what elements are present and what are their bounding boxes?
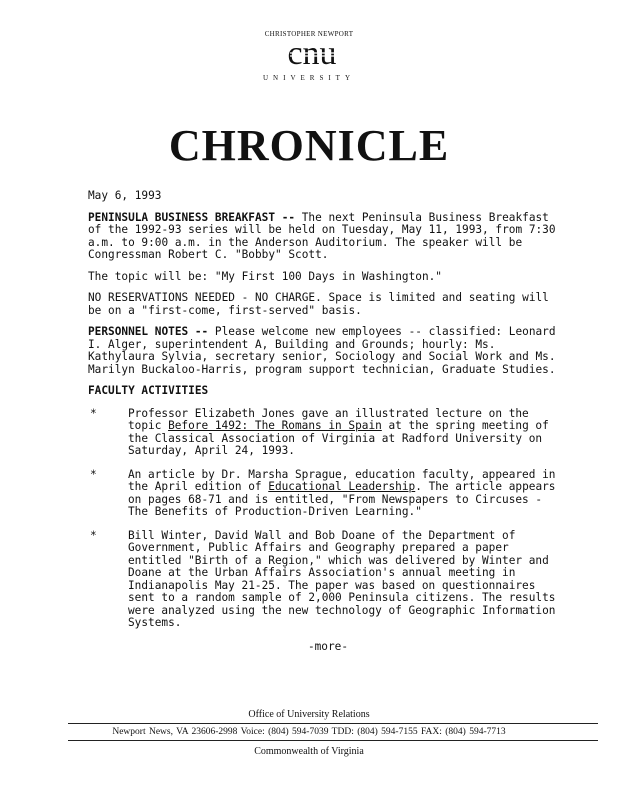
breakfast-label: PENINSULA BUSINESS BREAKFAST -- [88,210,296,224]
personnel-text: Please welcome new employees -- classified: Leonard I. Alger, superintendent A, Building and Grounds; hourly: Ms. Kathylaura Sylvia, secretary senior, Sociology and Social Work and Ms. Marilyn Buckaloo-Harris, program support technician, Graduate Studies. [88,325,556,376]
faculty-item-text: Bill Winter, David Wall and Bob Doane of the Department of Government, Public Affairs and Geography prepared a paper entitled "Birth of a Region," which was delivered by Winter and Doane at the Urban Affairs Association's annual meeting in Indianapolis May 21-25. The paper was based on questionnaires sent to a random sample of 2,000 Peninsula citizens. The results were analyzed using the new technology of Geographic Information Systems. [128,528,556,629]
topic-line: The topic will be: "My First 100 Days in Washington." [88,269,442,283]
footer-divider [68,740,598,741]
personnel-paragraph [88,326,568,376]
footer-office: Office of University Relations [248,709,370,720]
faculty-heading: FACULTY ACTIVITIES [88,384,209,397]
cnu-logo [284,36,340,72]
faculty-item [88,530,568,630]
bullet-asterisk: * [90,467,97,481]
faculty-item-text: . The article appears on pages 68-71 and is entitled, "From Newspapers to Circuses - The Benefits of Production-Driven Learning." [128,480,556,518]
faculty-item-text: Professor Elizabeth Jones gave an illustrated lecture on the topic [128,406,529,432]
faculty-item-text: An article by Dr. Marsha Sprague, education faculty, appeared in the April edition of [128,467,556,493]
footer-divider [68,723,598,724]
cnu-logo-text: cnu [287,36,337,72]
footer-commonwealth: Commonwealth of Virginia [254,746,364,757]
more-marker: -more- [307,639,349,653]
reservations-paragraph: NO RESERVATIONS NEEDED - NO CHARGE. Space is limited and seating will be on a "first-come, first-served" basis. [88,291,549,317]
personnel-label: PERSONNEL NOTES -- [88,325,209,338]
bullet-asterisk: * [90,528,97,542]
breakfast-text: The next Peninsula Business Breakfast of the 1992-93 series will be held on Tuesday, May 11, 1993, from 7:30 a.m. to 9:00 a.m. in the Anderson Auditorium. The speaker will be Congressman Robert C. "Bobby" Scott. [88,210,556,261]
masthead-christopher-newport: CHRISTOPHER NEWPORT [264,30,354,38]
bullet-asterisk: * [90,406,97,420]
lecture-title: Before 1492: The Romans in Spain [168,419,382,432]
faculty-item [88,408,568,458]
masthead-university: UNIVERSITY [263,74,355,82]
issue-date: May 6, 1993 [88,189,162,202]
newsletter-title: CHRONICLE [168,121,450,170]
faculty-item-text: at the spring meeting of the Classical Association of Virginia at Radford University on Saturday, April 24, 1993. [128,419,549,457]
faculty-item [88,469,568,519]
breakfast-paragraph [88,212,568,262]
footer-address: Newport News, VA 23606-2998 Voice: (804) 594-7039 TDD: (804) 594-7155 FAX: (804) 594-7713 [112,727,506,737]
newsletter-body [88,190,568,653]
publication-title: Educational Leadership [268,480,416,493]
